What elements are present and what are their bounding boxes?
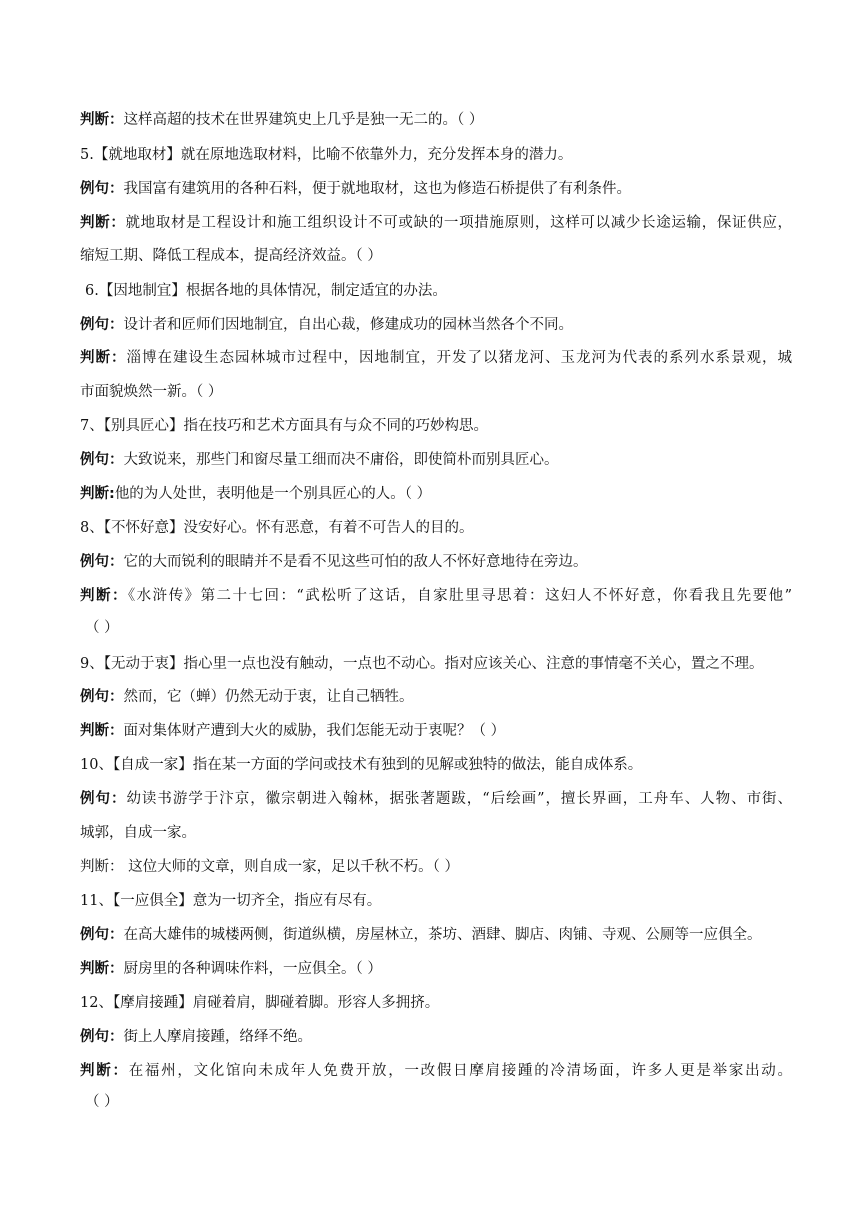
text-line [80,857,459,877]
line-text: 设计者和匠师们因地制宜，自出心裁，修建成功的园林当然各个不同。 [123,317,573,333]
text-line [80,959,382,979]
entry-heading [80,891,381,911]
text-line [80,484,431,504]
line-text: 我国富有建筑用的各种石料，便于就地取材，这也为修造石桥提供了有利条件。 [123,181,631,197]
line-label-separator: ： [111,588,128,604]
line-text: 6.【因地制宜】根据各地的具体情况，制定适宜的办法。 [85,283,447,299]
line-label-separator: ： [109,961,124,977]
line-label-separator: ： [110,215,126,231]
line-label-separator: ： [111,350,127,366]
line-text: 厨房里的各种调味作料，一应俱全。（ ） [123,961,382,977]
text-line [80,925,762,945]
line-label: 例句 [80,1029,109,1045]
line-label: 判断 [80,350,111,366]
line-label: 例句 [80,554,109,570]
line-label: 例句 [80,452,109,468]
line-text: 幼读书游学于汴京，徽宗朝进入翰林，据张著题跋，“后绘画”，擅长界画，工舟车、人物、市街、 [126,791,793,807]
line-text: 《水浒传》第二十七回：“武松听了这话，自家肚里寻思着：这妇人不怀好意，你看我且先要他” [127,588,793,604]
line-text: 这样高超的技术在世界建筑史上几乎是独一无二的。（ ） [123,112,484,128]
line-text: 就地取材是工程设计和施工组织设计不可或缺的一项措施原则，这样可以减少长途运输，保证供应， [125,215,793,231]
text-line [80,246,382,266]
line-text: 9、【无动于衷】指心里一点也没有触动，一点也不动心。指对应该关心、注意的事情毫不关心，置之不理。 [80,656,764,672]
line-label: 例句 [80,791,111,807]
text-line [80,687,414,707]
line-text: 判断： 这位大师的文章，则自成一家，足以千秋不朽。（ ） [80,859,459,875]
line-text: 城郭，自成一家。 [80,825,196,841]
text-line [80,1027,312,1047]
entry-heading [80,416,488,436]
line-label: 例句 [80,927,109,943]
line-label-separator: ： [109,554,124,570]
line-label: 判断 [80,961,109,977]
text-line [80,721,505,741]
line-text: 大致说来，那些门和窗尽量工细而决不庸俗，即使简朴而别具匠心。 [123,452,559,468]
entry-heading [80,145,572,165]
line-text: 在高大雄伟的城楼两侧，街道纵横，房屋林立，茶坊、酒肆、脚店、肉铺、寺观、公厕等一应俱全。 [123,927,762,943]
line-label-separator: ： [109,1029,124,1045]
line-label-separator: ： [109,452,124,468]
line-text: （ ） [85,620,119,636]
line-text: （ ） [85,1094,119,1110]
line-text: 5.【就地取材】就在原地选取材料，比喻不依靠外力，充分发挥本身的潜力。 [80,147,573,163]
line-label: 例句 [80,317,109,333]
text-line [80,552,588,572]
line-label: 例句 [80,181,109,197]
entry-heading [85,281,447,301]
line-label: 判断 [80,588,112,604]
entry-heading [80,518,473,538]
line-text: 淄博在建设生态园林城市过程中，因地制宜，开发了以猪龙河、玉龙河为代表的系列水系景观，城 [126,350,792,366]
line-label-separator: ： [109,723,124,739]
text-line [80,450,559,470]
text-line [80,315,573,335]
line-text: 面对集体财产遭到大火的威胁，我们怎能无动于衷呢？（ ） [123,723,506,739]
text-line [80,586,792,606]
text-line [80,1061,792,1081]
line-label-separator: ： [110,791,127,807]
line-label-separator: : [109,486,115,502]
entry-heading [80,654,763,674]
line-text: 7、【别具匠心】指在技巧和艺术方面具有与众不同的巧妙构思。 [80,418,488,434]
line-label: 判断 [80,215,111,231]
line-label-separator: ： [109,112,124,128]
line-label: 判断 [80,723,109,739]
text-line [80,213,792,233]
line-label: 判断 [80,112,109,128]
text-line [80,382,222,402]
line-label-separator: ： [109,181,124,197]
line-text: 它的大而锐利的眼睛并不是看不见这些可怕的敌人不怀好意地待在旁边。 [123,554,588,570]
text-line [80,348,792,368]
line-text: 然而，它（蝉）仍然无动于衷，让自己牺牲。 [123,689,414,705]
line-label: 例句 [80,689,109,705]
line-text: 8、【不怀好意】没安好心。怀有恶意，有着不可告人的目的。 [80,520,474,536]
line-label-separator: ： [112,1063,129,1079]
entry-heading [80,755,642,775]
text-line [80,179,631,199]
line-text: 11、【一应俱全】意为一切齐全，指应有尽有。 [80,893,382,909]
text-line [80,789,792,809]
line-label-separator: ： [109,927,124,943]
line-text: 他的为人处世，表明他是一个别具匠心的人。（ ） [114,486,432,502]
line-label: 判断 [80,486,109,502]
line-text: 街上人摩肩接踵，络绎不绝。 [123,1029,312,1045]
text-line [80,823,196,843]
line-text: 缩短工期、降低工程成本，提高经济效益。（ ） [80,248,382,264]
answer-blank [85,1092,119,1112]
text-line [80,110,483,130]
entry-heading [80,993,439,1013]
answer-blank [85,618,119,638]
line-text: 12、【摩肩接踵】肩碰着肩，脚碰着脚。形容人多拥挤。 [80,995,440,1011]
line-label-separator: ： [109,317,124,333]
line-label: 判断 [80,1063,113,1079]
line-text: 10、【自成一家】指在某一方面的学问或技术有独到的见解或独特的做法，能自成体系。 [80,757,643,773]
line-label-separator: ： [109,689,124,705]
line-text: 在福州，文化馆向未成年人免费开放，一改假日摩肩接踵的冷清场面，许多人更是举家出动。 [128,1063,793,1079]
line-text: 市面貌焕然一新。（ ） [80,384,223,400]
